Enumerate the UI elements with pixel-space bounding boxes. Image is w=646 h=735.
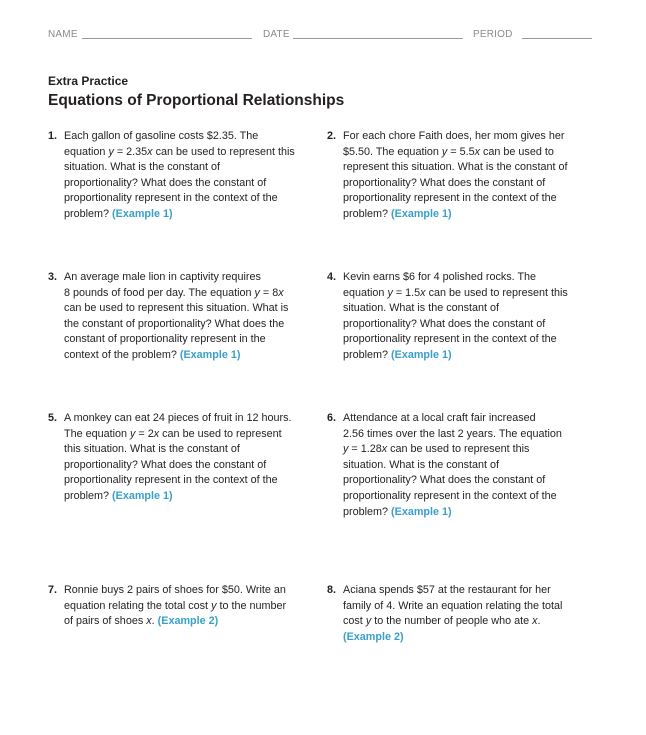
worksheet-title: Equations of Proportional Relationships [48,92,345,109]
date-field-line[interactable] [293,38,463,39]
problem-6 [327,411,562,520]
problem-text: Attendance at a local craft fair increased 2.56 times over the last 2 years. The equation y = 1.28x can be used to represent this situation. What is the constant of proportionality? What does the constant of proportionality represent in the context of the problem? (Example 1) [343,412,562,518]
example-link[interactable]: (Example 2) [157,615,219,628]
period-label: PERIOD [473,29,513,40]
problem-text: A monkey can eat 24 pieces of fruit in 12 hours. The equation y = 2x can be used to represent this situation. What is the constant of proportionality? What does the constant of proportionality represent in the context of the problem? (Example 1) [64,412,292,502]
problem-number: 6. [327,412,337,424]
problem-number: 2. [327,130,337,142]
example-link[interactable]: (Example 1) [112,207,173,220]
problem-1 [48,129,295,223]
problem-number: 8. [327,584,337,596]
problem-2 [327,129,567,223]
problem-text: Aciana spends $57 at the restaurant for her family of 4. Write an equation relating the total cost y to the number of people who ate x. (Example 2) [343,584,563,643]
problem-number: 5. [48,412,58,424]
example-link[interactable]: (Example 1) [179,348,241,361]
example-link[interactable]: (Example 1) [391,207,452,220]
problem-text: An average male lion in captivity requires 8 pounds of food per day. The equation y = 8x can be used to represent this situation. What is the constant of proportionality? What does the constant of proportionality represent in the context of the problem? (Example 1) [64,271,289,361]
problem-number: 7. [48,584,58,596]
problem-8 [327,583,562,645]
problem-text: Each gallon of gasoline costs $2.35. The equation y = 2.35x can be used to represent this situation. What is the constant of proportionality? What does the constant of proportionality represent in the context of the problem? (Example 1) [64,130,295,220]
problem-3 [48,270,288,364]
problem-7 [48,583,286,630]
date-label: DATE [263,29,290,40]
name-field-line[interactable] [82,38,252,39]
problem-4 [327,270,568,364]
example-link[interactable]: (Example 1) [391,348,452,361]
example-link[interactable]: (Example 1) [391,505,452,518]
problem-text: For each chore Faith does, her mom gives her $5.50. The equation y = 5.5x can be used to represent this situation. What is the constant of proportionality? What does the constant of proportionality represent in the context of the problem? (Example 1) [343,130,568,220]
example-link[interactable]: (Example 2) [343,630,404,643]
name-label: NAME [48,29,78,40]
problem-text: Kevin earns $6 for 4 polished rocks. The equation y = 1.5x can be used to represent this situation. What is the constant of proportionality? What does the constant of proportionality represent in the context of the problem? (Example 1) [343,271,568,361]
problem-number: 3. [48,271,58,283]
problem-5 [48,411,291,505]
period-field-line[interactable] [522,38,592,39]
problem-number: 4. [327,271,337,283]
worksheet-subtitle: Extra Practice [48,74,129,88]
example-link[interactable]: (Example 1) [112,489,173,502]
problem-number: 1. [48,130,58,142]
worksheet-header [48,27,593,43]
problem-text: Ronnie buys 2 pairs of shoes for $50. Write an equation relating the total cost y to the number of pairs of shoes x. (Example 2) [64,584,287,628]
